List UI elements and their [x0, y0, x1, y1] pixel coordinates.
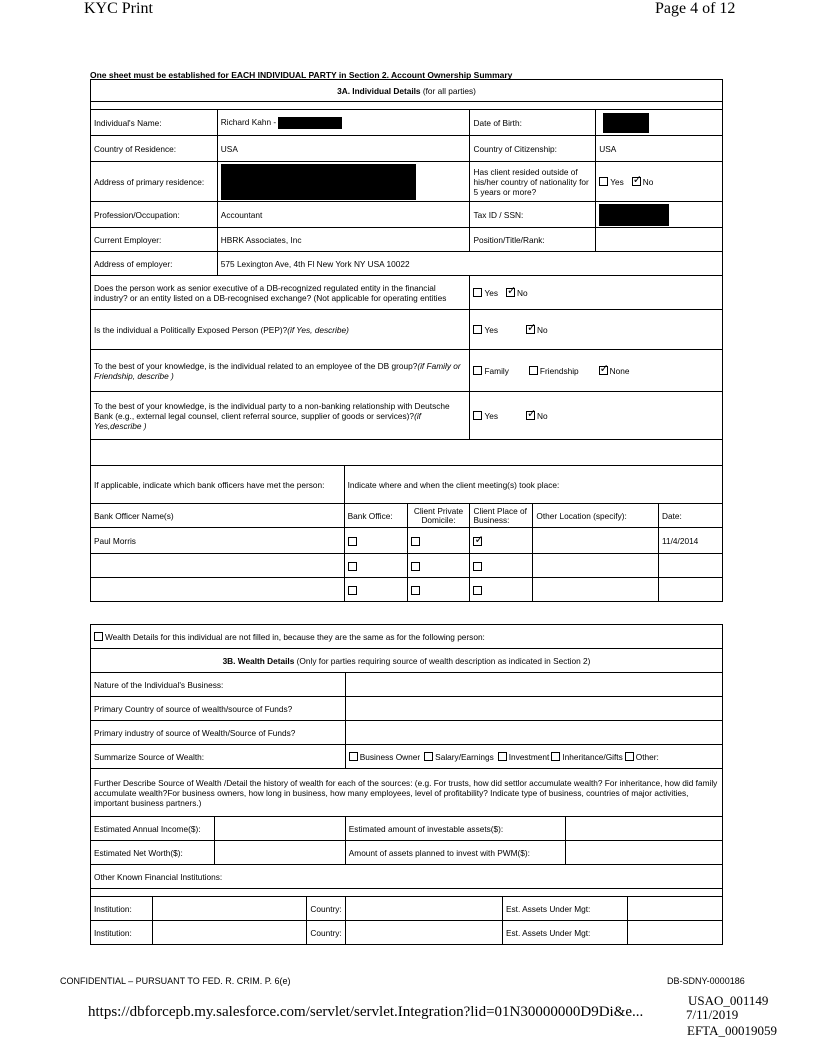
profession-value: Accountant [217, 202, 470, 228]
inheritance-checkbox[interactable] [551, 752, 560, 761]
senior-exec-options: Yes✓ No [470, 276, 723, 310]
domicile-checkbox[interactable] [411, 562, 420, 571]
date-cell [659, 578, 723, 602]
citizenship-value: USA [596, 136, 723, 162]
bank-office-cell [344, 554, 407, 578]
aum-value [628, 897, 723, 921]
col-private-domicile: Client Private Domicile: [407, 504, 470, 528]
related-friendship-checkbox[interactable] [529, 366, 538, 375]
spacer-row [91, 440, 723, 466]
primary-industry-value [345, 721, 722, 745]
country-value [345, 921, 502, 945]
related-options: Family Friendship✓ None [470, 350, 723, 392]
meeting-row [91, 554, 723, 578]
name-label: Individual's Name: [91, 110, 218, 136]
salary-checkbox[interactable] [424, 752, 433, 761]
investment-checkbox[interactable] [498, 752, 507, 761]
other-location-cell [533, 554, 659, 578]
position-value [596, 228, 723, 252]
same-as-row: Wealth Details for this individual are not filled in, because they are the same as for the following person: [91, 625, 723, 649]
residence-label: Country of Residence: [91, 136, 218, 162]
institution-value [153, 921, 307, 945]
address-value [217, 162, 470, 202]
pep-no-checkbox[interactable] [526, 325, 535, 334]
net-worth-label: Estimated Net Worth($): [91, 841, 215, 865]
bank-office-checkbox[interactable] [348, 562, 357, 571]
country-label: Country: [307, 897, 345, 921]
country-value [345, 897, 502, 921]
employer-address-value: 575 Lexington Ave, 4th Fl New York NY USA 10022 [217, 252, 722, 276]
institution-label: Institution: [91, 921, 153, 945]
bates-db: DB-SDNY-0000186 [667, 976, 745, 986]
nonbanking-no-checkbox[interactable] [526, 411, 535, 420]
aum-label: Est. Assets Under Mgt: [502, 921, 627, 945]
business-cell [470, 578, 533, 602]
source-url[interactable]: https://dbforcepb.my.salesforce.com/servlet/servlet.Integration?lid=01N30000000D9Di&e... [88, 1004, 644, 1020]
related-family-checkbox[interactable] [473, 366, 482, 375]
planned-label: Amount of assets planned to invest with PWM($): [345, 841, 565, 865]
employer-address-label: Address of employer: [91, 252, 218, 276]
summarize-options: Business Owner Salary/Earnings Investment Inheritance/Gifts Other: [345, 745, 722, 769]
primary-country-value [345, 697, 722, 721]
meeting-where-label: Indicate where and when the client meeting(s) took place: [344, 466, 722, 504]
business-checkbox[interactable] [473, 586, 482, 595]
col-officer: Bank Officer Name(s) [91, 504, 345, 528]
same-as-checkbox[interactable] [94, 632, 103, 641]
business-cell [470, 554, 533, 578]
summarize-label: Summarize Source of Wealth: [91, 745, 346, 769]
col-other-location: Other Location (specify): [533, 504, 659, 528]
name-value: Richard Kahn - [217, 110, 470, 136]
position-label: Position/Title/Rank: [470, 228, 596, 252]
aum-label: Est. Assets Under Mgt: [502, 897, 627, 921]
pep-yes-checkbox[interactable] [473, 325, 482, 334]
resided-outside-yes-checkbox[interactable] [599, 177, 608, 186]
bank-office-cell [344, 528, 407, 554]
employer-value: HBRK Associates, Inc [217, 228, 470, 252]
officer-name [91, 554, 345, 578]
country-label: Country: [307, 921, 345, 945]
net-worth-value [215, 841, 345, 865]
bank-office-checkbox[interactable] [348, 537, 357, 546]
date-cell: 11/4/2014 [659, 528, 723, 554]
domicile-checkbox[interactable] [411, 586, 420, 595]
domicile-cell [407, 554, 470, 578]
related-question: To the best of your knowledge, is the individual related to an employee of the DB group?(if Family or Friendship, describe ) [91, 350, 470, 392]
institution-value [153, 897, 307, 921]
nonbanking-question: To the best of your knowledge, is the individual party to a non-banking relationship with Deutsche Bank (e.g., external legal counsel, client referral source, supplier of goods or services)?(if Yes,describe ) [91, 392, 470, 440]
sheet-note: One sheet must be established for EACH INDIVIDUAL PARTY in Section 2. Account Ownership Summary [90, 70, 513, 80]
resided-outside-no-checkbox[interactable] [632, 177, 641, 186]
taxid-value [596, 202, 723, 228]
planned-value [565, 841, 722, 865]
redaction [599, 204, 669, 226]
senior-exec-question: Does the person work as senior executive of a DB-recognized regulated entity in the financial industry? or an entity listed on a DB-recognised exchange? (Not applicable for operating entities [91, 276, 470, 310]
print-date: 7/11/2019 [686, 1007, 739, 1022]
resided-outside-label: Has client resided outside of his/her country of nationality for 5 years or more? [470, 162, 596, 202]
pep-question: Is the individual a Politically Exposed Person (PEP)?(if Yes, describe) [91, 310, 470, 350]
residence-value: USA [217, 136, 470, 162]
officer-name: Paul Morris [91, 528, 345, 554]
citizenship-label: Country of Citizenship: [470, 136, 596, 162]
nature-label: Nature of the Individual's Business: [91, 673, 346, 697]
meeting-row [91, 528, 723, 554]
annual-income-label: Estimated Annual Income($): [91, 817, 215, 841]
date-cell [659, 554, 723, 578]
efta-number: EFTA_00019059 [687, 1023, 777, 1038]
taxid-label: Tax ID / SSN: [470, 202, 596, 228]
institution-row [91, 897, 723, 921]
page-number: Page 4 of 12 [655, 0, 736, 17]
employer-label: Current Employer: [91, 228, 218, 252]
domicile-cell [407, 578, 470, 602]
profession-label: Profession/Occupation: [91, 202, 218, 228]
other-location-cell [533, 528, 659, 554]
address-label: Address of primary residence: [91, 162, 218, 202]
confidential-notice: CONFIDENTIAL – PURSUANT TO FED. R. CRIM. P. 6(e) [60, 976, 291, 986]
domicile-checkbox[interactable] [411, 537, 420, 546]
officers-met-label: If applicable, indicate which bank officers have met the person: [91, 466, 345, 504]
dob-value [596, 110, 723, 136]
dob-label: Date of Birth: [470, 110, 596, 136]
primary-industry-label: Primary industry of source of Wealth/Source of Funds? [91, 721, 346, 745]
pep-options: Yes✓ No [470, 310, 723, 350]
individual-details-table [90, 79, 723, 602]
other-fi-label: Other Known Financial Institutions: [91, 865, 723, 889]
other-source-checkbox[interactable] [625, 752, 634, 761]
officer-name [91, 578, 345, 602]
annual-income-value [215, 817, 345, 841]
col-date: Date: [659, 504, 723, 528]
investable-label: Estimated amount of investable assets($): [345, 817, 565, 841]
wealth-details-table [90, 624, 723, 945]
col-place-business: Client Place of Business: [470, 504, 533, 528]
section-3b-header: 3B. Wealth Details (Only for parties requiring source of wealth description as indicated in Section 2) [91, 649, 723, 673]
other-location-cell [533, 578, 659, 602]
nature-value [345, 673, 722, 697]
senior-exec-yes-checkbox[interactable] [473, 288, 482, 297]
print-title: KYC Print [84, 0, 153, 17]
redaction [603, 113, 649, 133]
domicile-cell [407, 528, 470, 554]
col-bank-office: Bank Office: [344, 504, 407, 528]
bank-office-cell [344, 578, 407, 602]
business-cell [470, 528, 533, 554]
usao-number: USAO_001149 [688, 993, 769, 1008]
nonbanking-yes-checkbox[interactable] [473, 411, 482, 420]
bank-office-checkbox[interactable] [348, 586, 357, 595]
resided-outside-options: Yes✓ No [596, 162, 723, 202]
related-none-checkbox[interactable] [599, 366, 608, 375]
aum-value [628, 921, 723, 945]
describe-source-text: Further Describe Source of Wealth /Detail the history of wealth for each of the sources: (e.g. For trusts, how did settlor accumulate wealth? For inheritance, how did family accumulate wealth?For business owners, how long in business, how many employees, level of profitability? Indicate type of business, countries of major activities, important business partners.) [91, 769, 723, 817]
meeting-row [91, 578, 723, 602]
business-owner-checkbox[interactable] [349, 752, 358, 761]
investable-value [565, 817, 722, 841]
section-3a-header: 3A. Individual Details (for all parties) [91, 80, 723, 102]
redaction [221, 164, 416, 200]
redaction [278, 117, 342, 129]
senior-exec-no-checkbox[interactable] [506, 288, 515, 297]
primary-country-label: Primary Country of source of wealth/source of Funds? [91, 697, 346, 721]
institution-row [91, 921, 723, 945]
business-checkbox[interactable] [473, 537, 482, 546]
business-checkbox[interactable] [473, 562, 482, 571]
nonbanking-options: Yes✓ No [470, 392, 723, 440]
institution-label: Institution: [91, 897, 153, 921]
